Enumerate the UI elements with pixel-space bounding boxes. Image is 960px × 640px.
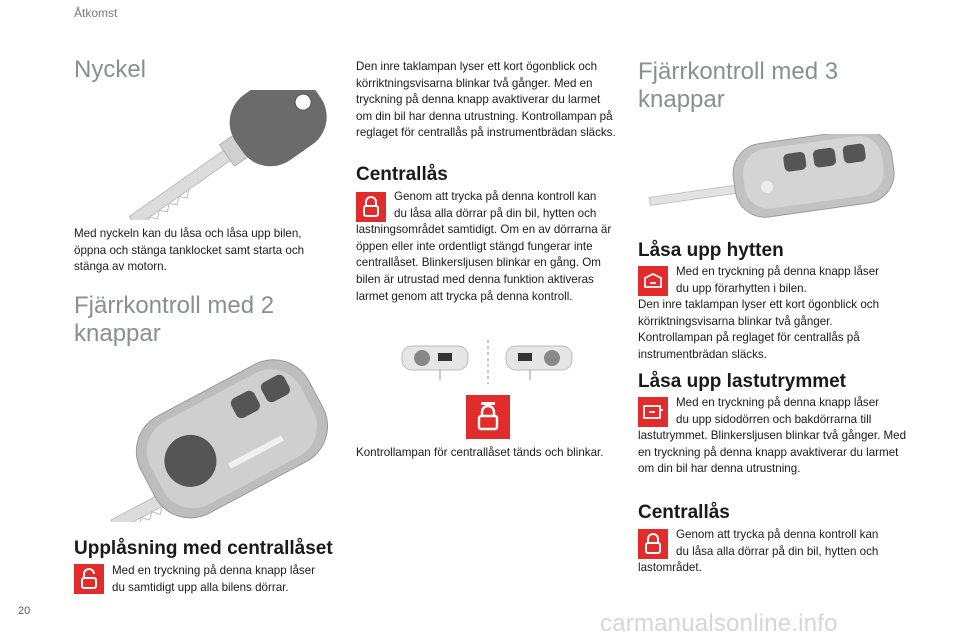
remote-2-buttons-illustration [94,352,334,522]
central-unlock-text: Med en tryckning på denna knapp låser du samtidigt upp alla bilens dörrar. [112,564,316,594]
heading-central-unlock: Upplåsning med centrallåset [74,538,333,559]
central-lock-text: Genom att trycka på denna kontroll kan du låsa alla dörrar på din bil, hytten och lastningsområdet samtidigt. Om en av dörrarna är öppen eller inte ordentligt stängd fungerar inte centrallåset. Blinkersljusen blinkar en gång. Om bilen är utrustad med denna funktion aktiveras larmet genom att trycka på denna kontroll. [356,190,612,303]
remote-3-buttons-illustration [648,134,898,224]
title-remote-2-buttons: Fjärrkontroll med 2 knappar [74,292,275,347]
heading-unlock-cab: Låsa upp hytten [638,240,784,261]
unlock-cab-text: Med en tryckning på denna knapp låser du upp förarhytten i bilen. Den inre taklampan lyser ett kort ögonblick och körriktningsvisarna blinkar två gånger. Kontrollampan på reglaget för centrallås på instrumentbrädan släcks. [638,265,880,361]
watermark: carmanualsonline.info [600,610,838,637]
page-number: 20 [18,605,31,617]
key-illustration [104,90,344,220]
intro-text: Den inre taklampan lyser ett kort ögonblick och körriktningsvisarna blinkar två gånger. Med en tryckning på denna knapp avaktiverar du larmet om din bil har denna utrustning. Kontrollampan på reglaget för centrallås på instrumentbrädan släcks. [356,60,616,140]
warning-lamp-text: Kontrollampan för centrallåset tänds och blinkar. [356,446,604,459]
central-lock-3-text: Genom att trycka på denna kontroll kan du låsa alla dörrar på din bil, hytten och lastområdet. [638,528,879,575]
heading-central-lock: Centrallås [356,164,448,185]
running-header: Åtkomst [74,6,118,20]
heading-unlock-cargo: Låsa upp lastutrymmet [638,371,846,392]
dashboard-lock-switches-illustration [400,340,580,384]
key-description: Med nyckeln kan du låsa och låsa upp bilen, öppna och stänga tanklocket samt starta och stänga av motorn. [74,227,305,274]
title-key: Nyckel [74,56,147,83]
heading-central-lock-3: Centrallås [638,502,730,523]
title-remote-3-buttons: Fjärrkontroll med 3 knappar [638,58,839,113]
warning-lamp-icon [466,395,510,439]
unlock-cargo-text: Med en tryckning på denna knapp låser du upp sidodörren och bakdörrarna till lastutrymmet. Blinkersljusen blinkar två gånger. Med en tryckning på denna knapp avaktiverar du larmet om din bil har denna utrustning. [638,396,907,476]
